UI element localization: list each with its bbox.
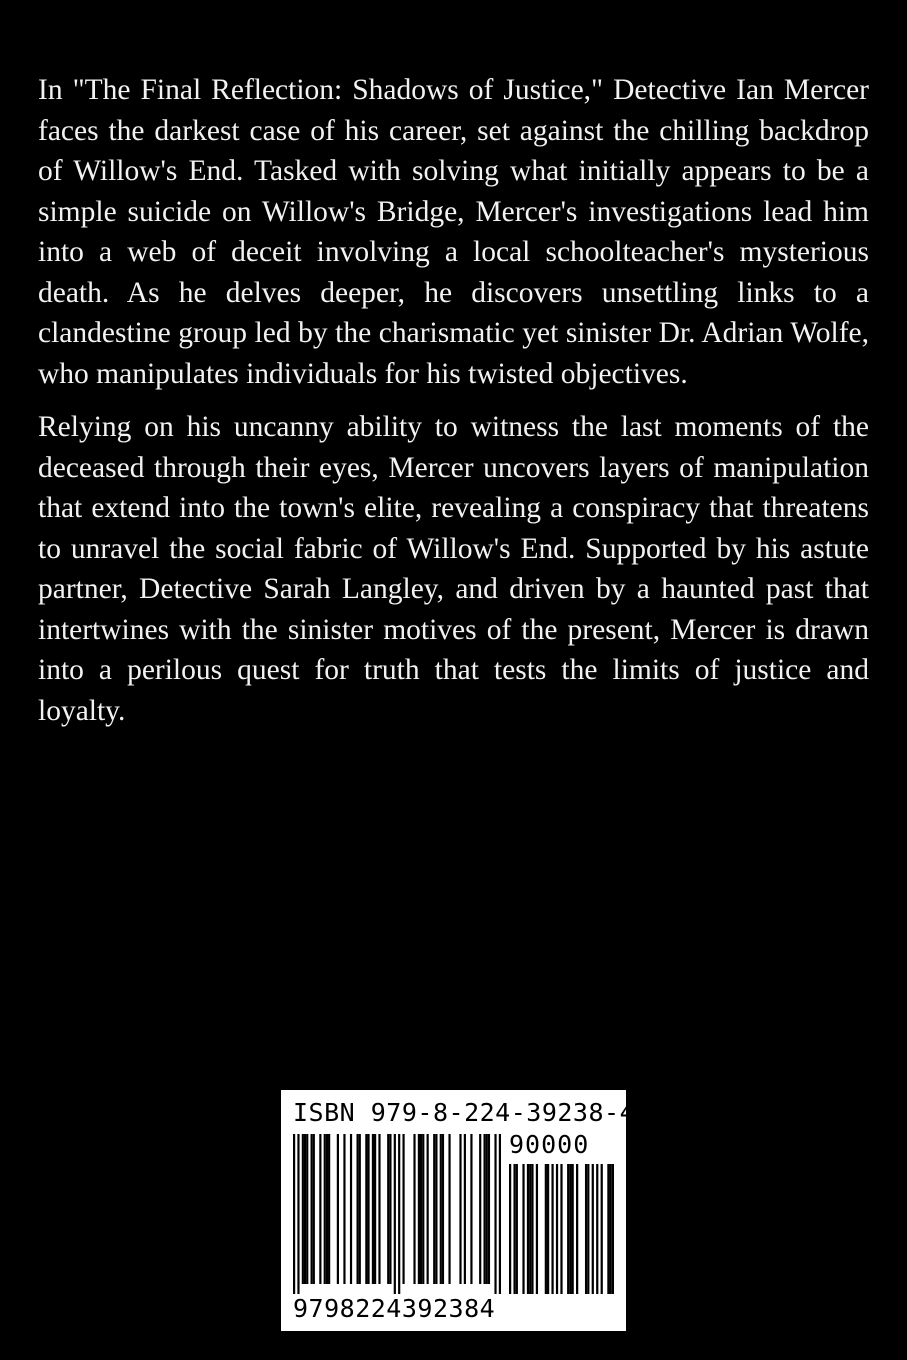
price-addon-code: 90000 (509, 1130, 590, 1159)
barcode-bar (509, 1164, 511, 1294)
barcode-bar (612, 1164, 614, 1294)
isbn-label: ISBN 979-8-224-39238-4 (293, 1098, 636, 1127)
barcode-bar (324, 1134, 326, 1284)
barcode-bar (413, 1134, 415, 1284)
barcode-bar (420, 1134, 422, 1284)
barcode-bar (585, 1164, 587, 1294)
barcode-digits: 9798224392384 (293, 1294, 496, 1323)
blurb-paragraph-1: In "The Final Reflection: Shadows of Justice," Detective Ian Mercer faces the darkest case of his career, set against the chilling backdrop of Willow's End. Tasked with solving what initially appears to be a simple suicide on Willow's Bridge, Mercer's investigations lead him into a web of deceit involving a local schoolteacher's mysterious death. As he delves deeper, he discovers unsettling links to a clandestine group led by the charismatic yet sinister Dr. Adrian Wolfe, who manipulates individuals for his twisted objectives. (38, 74, 869, 390)
barcode-bar (304, 1134, 306, 1284)
barcode-bar (486, 1134, 488, 1284)
barcode-bar (378, 1134, 380, 1284)
barcode-bar (402, 1134, 404, 1284)
barcode-bar (359, 1134, 361, 1284)
barcode-bar (531, 1164, 533, 1294)
barcode-bar (440, 1134, 442, 1284)
barcode-bar (459, 1134, 461, 1284)
barcode-bar (499, 1134, 501, 1294)
book-blurb (38, 70, 869, 744)
barcode-bar (313, 1134, 315, 1284)
barcode-bar (372, 1134, 374, 1284)
ean13-bars (293, 1134, 501, 1294)
barcode-bar (592, 1164, 594, 1294)
blurb-paragraph-2: Relying on his uncanny ability to witness the last moments of the deceased through their eyes, Mercer uncovers layers of manipulation that extend into the town's elite, revealing a conspiracy that threatens to unravel the social fabric of Willow's End. Supported by his astute partner, Detective Sarah Langley, and driven by a haunted past that intertwines with the sinister motives of the present, Mercer is drawn into a perilous quest for truth that tests the limits of justice and loyalty. (38, 411, 869, 727)
barcode-bar (435, 1134, 437, 1284)
barcode-bar (560, 1164, 562, 1294)
barcode-bar (356, 1134, 358, 1284)
barcode-bar (576, 1164, 578, 1294)
barcode-bar (556, 1164, 558, 1294)
barcode-bar (337, 1134, 339, 1284)
barcode-bar (398, 1134, 400, 1294)
barcode-bar (470, 1134, 472, 1284)
barcode-bar (293, 1134, 295, 1294)
isbn-barcode (281, 1090, 636, 1331)
barcode-bar (551, 1164, 553, 1294)
barcode-bar (522, 1164, 524, 1294)
barcode-bar (306, 1134, 308, 1284)
barcode-bar (513, 1164, 515, 1294)
barcode-bar (442, 1134, 444, 1284)
barcode-bar (479, 1134, 481, 1284)
barcode-bar (572, 1164, 574, 1294)
barcode-bar (418, 1134, 420, 1284)
barcode-bar (610, 1164, 612, 1294)
barcode-bar (529, 1164, 531, 1294)
barcode-bar (516, 1164, 518, 1294)
barcode-bar (387, 1134, 389, 1284)
barcode-bar (545, 1164, 547, 1294)
barcode-bar (464, 1134, 466, 1284)
barcode-bar (527, 1164, 529, 1294)
barcode-bar (567, 1164, 569, 1294)
barcode-bar (297, 1134, 299, 1294)
barcode-bar (311, 1134, 313, 1284)
addon-bars (509, 1164, 614, 1294)
barcode-bar (367, 1134, 369, 1284)
barcode-bar (596, 1164, 598, 1294)
barcode-bar (483, 1134, 485, 1284)
barcode-bar (394, 1134, 396, 1294)
barcode-bar (343, 1134, 345, 1284)
barcode-bar (433, 1134, 435, 1284)
barcode-bar (494, 1134, 496, 1294)
barcode-bar (587, 1164, 589, 1294)
barcode-bar (302, 1134, 304, 1284)
barcode-bar (319, 1134, 321, 1284)
barcode-bar (350, 1134, 352, 1284)
barcode-bar (328, 1134, 330, 1284)
barcode-bar (547, 1164, 549, 1294)
barcode-bar (365, 1134, 367, 1284)
barcode-bar (601, 1164, 603, 1294)
barcode-bar (389, 1134, 391, 1284)
barcode-bar (536, 1164, 538, 1294)
barcode-bar (569, 1164, 571, 1294)
barcode-bar (427, 1134, 429, 1284)
barcode-bar (326, 1134, 328, 1284)
barcode-bar (607, 1164, 609, 1294)
barcode-bar (422, 1134, 424, 1284)
barcode-bar (374, 1134, 376, 1284)
barcode-bar (488, 1134, 490, 1284)
barcode-bar (448, 1134, 450, 1284)
